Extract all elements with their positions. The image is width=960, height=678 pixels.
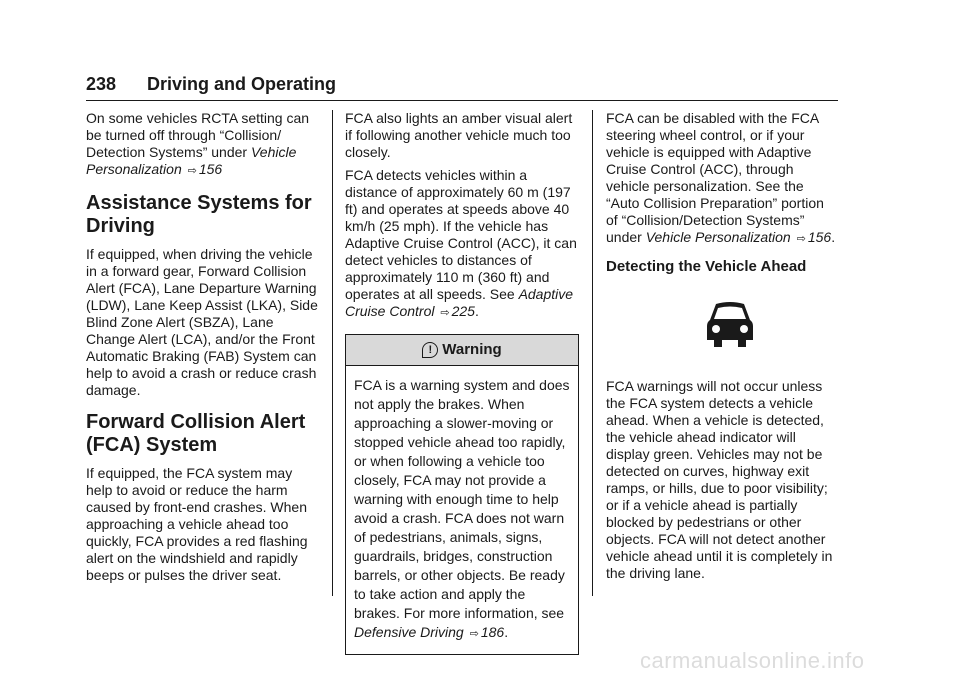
cross-reference-link[interactable]: Adaptive Cruise Control ⇨ 225 [345, 286, 574, 319]
column-right [606, 110, 838, 588]
paragraph: On some vehicles RCTA setting can be turned off through “Collision/ Detection Systems” under Vehicle Personalization ⇨ 156 [86, 110, 310, 177]
column-divider [332, 110, 333, 596]
column-middle [345, 110, 577, 655]
warning-title: Warning [442, 341, 502, 358]
page-reference-icon: ⇨ [187, 165, 197, 177]
cross-reference-link[interactable]: Vehicle Personalization ⇨ 156 [645, 229, 832, 245]
paragraph: FCA can be disabled with the FCA steering wheel control, or if your vehicle is equipped with Adaptive Cruise Control (ACC), through vehicle personalization. See the “Auto Collision Preparation” portion of “Collision/Detection Systems” under Vehicle Personalization ⇨ 156. [606, 110, 836, 245]
page-reference-icon: ⇨ [440, 307, 450, 319]
page-number: 238 [86, 74, 117, 94]
section-title: Driving and Operating [147, 74, 337, 94]
paragraph: FCA warnings will not occur unless the FCA system detects a vehicle ahead. When a vehicle is detected, the vehicle ahead indicator will display green. Vehicles may not be detected on curves, highway exit ramps, or hills, due to poor visibility; or if a vehicle ahead is partially blocked by pedestrians or other objects. FCA will not detect another vehicle ahead until it is completely in the driving lane. [606, 378, 833, 581]
paragraph: If equipped, the FCA system may help to avoid or reduce the harm caused by front-end crashes. When approaching a vehicle ahead too quickly, FCA provides a red flashing alert on the windshield and rapidly beeps or pulses the driver seat. [86, 465, 308, 583]
warning-icon: ! [422, 342, 438, 358]
heading-forward-collision-alert: Forward Collision Alert (FCA) System [86, 411, 306, 456]
heading-assistance-systems: Assistance Systems for Driving [86, 192, 312, 237]
heading-detecting-vehicle-ahead: Detecting the Vehicle Ahead [606, 258, 807, 275]
page-header [86, 72, 838, 101]
watermark: carmanualsonline.info [640, 648, 865, 673]
page-reference-icon: ⇨ [796, 233, 806, 245]
paragraph: FCA also lights an amber visual alert if following another vehicle much too closely. [345, 110, 573, 160]
paragraph: FCA detects vehicles within a distance of approximately 60 m (197 ft) and operates at speeds above 40 km/h (25 mph). If the vehicle has Adaptive Cruise Control (ACC), it can detect vehicles to distances of approximately 110 m (360 ft) and operates at all speeds. See Adaptive Cruise Control ⇨ 225. [345, 167, 577, 319]
warning-body: FCA is a warning system and does not apply the brakes. When approaching a slower-moving or stopped vehicle ahead too rapidly, or when following a vehicle too closely, FCA may not provide a warning with enough time to help avoid a crash. FCA does not warn of pedestrians, animals, signs, guardrails, bridges, construction barrels, or other objects. Be ready to take action and apply the brakes. For more information, see Defensive Driving ⇨ 186. [354, 377, 570, 640]
column-divider [592, 110, 593, 596]
vehicle-ahead-indicator-icon [706, 300, 754, 350]
cross-reference-link[interactable]: Vehicle Personalization ⇨ 156 [86, 144, 297, 177]
cross-reference-link[interactable]: Defensive Driving ⇨ 186 [354, 624, 505, 640]
paragraph: If equipped, when driving the vehicle in a forward gear, Forward Collision Alert (FCA), Lane Departure Warning (LDW), Lane Keep Assist (LKA), Side Blind Zone Alert (SBZA), Lane Change Alert (LCA), and/or the Front Automatic Braking (FAB) System can help to avoid a crash or reduce crash damage. [86, 246, 318, 398]
column-left [86, 110, 322, 590]
warning-box [345, 334, 579, 655]
warning-header [346, 335, 578, 366]
page-reference-icon: ⇨ [469, 628, 479, 640]
